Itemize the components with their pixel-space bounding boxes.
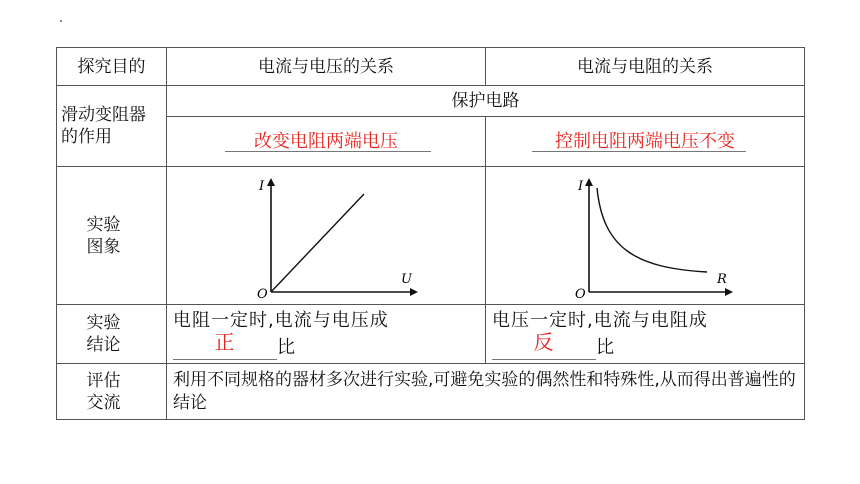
rheostat-common-cell: 保护电路 (167, 86, 805, 117)
rheostat-label: 滑动变阻器的作用 (57, 86, 167, 167)
header-row (57, 48, 805, 86)
rheostat-right-answer: 控制电阻两端电压不变 (555, 130, 735, 152)
graph-row (57, 167, 805, 305)
ratio-suffix: 比 (277, 337, 296, 358)
rheostat-row-top (57, 86, 805, 117)
conclusion-resistance-answer: 反 (533, 330, 555, 354)
rheostat-left-cell (167, 117, 486, 167)
answer-underline (532, 151, 746, 152)
y-axis-label: I (578, 178, 584, 194)
conclusion-voltage-cell (167, 305, 486, 364)
conclusion-voltage-answer-line (173, 330, 479, 361)
answer-underline (225, 151, 431, 152)
conclusion-resistance-text: 电压一定时,电流与电阻成 (492, 310, 708, 331)
experiment-summary-table (56, 47, 805, 420)
graph-resistance-cell (486, 167, 805, 305)
conclusion-resistance-cell (486, 305, 805, 364)
origin-label: O (575, 286, 586, 302)
origin-label: O (257, 286, 268, 302)
header-voltage-cell: 电流与电压的关系 (167, 48, 486, 86)
evaluation-label (57, 364, 167, 420)
evaluation-row (57, 364, 805, 420)
proportional-line (271, 194, 364, 292)
y-axis-label: I (259, 178, 265, 194)
i-r-graph (545, 168, 745, 304)
graph-label-text: 实验图象 (86, 214, 121, 257)
graph-voltage-cell (167, 167, 486, 305)
conclusion-label (57, 305, 167, 364)
evaluation-text: 利用不同规格的器材多次进行实验,可避免实验的偶然性和特殊性,从而得出普遍性的结论 (167, 364, 805, 420)
inverse-curve (597, 188, 707, 272)
x-axis-label: U (401, 271, 412, 287)
header-purpose-cell: 探究目的 (57, 48, 167, 86)
answer-blank (492, 330, 596, 360)
conclusion-resistance-answer-line (492, 330, 798, 361)
conclusion-voltage-text: 电阻一定时,电流与电压成 (173, 310, 389, 331)
conclusion-label-text: 实验结论 (86, 313, 121, 355)
rheostat-row-bottom (57, 117, 805, 167)
conclusion-row (57, 305, 805, 364)
i-u-graph (226, 168, 426, 304)
decorative-dot (60, 20, 62, 22)
evaluation-label-text: 评估交流 (86, 370, 121, 413)
x-axis-label: R (717, 271, 727, 287)
ratio-suffix: 比 (596, 337, 615, 358)
rheostat-left-answer: 改变电阻两端电压 (254, 130, 398, 152)
conclusion-voltage-answer: 正 (214, 330, 236, 354)
answer-blank (173, 330, 277, 360)
header-resistance-cell: 电流与电阻的关系 (486, 48, 805, 86)
graph-label (57, 167, 167, 305)
rheostat-right-cell (486, 117, 805, 167)
